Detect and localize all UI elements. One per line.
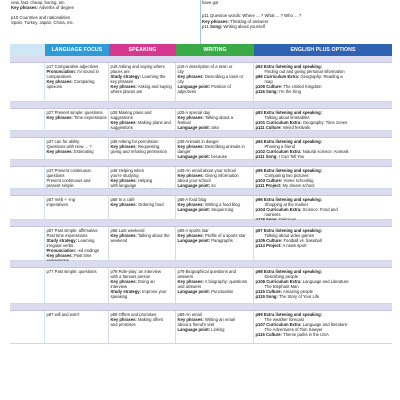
previous-unit-left-column [10,0,201,44]
writing-cell [176,268,254,303]
label-text: Culture: [265,332,283,338]
header-language-focus: LANGUAGE FOCUS [45,44,109,56]
cell-line: adjectives [177,89,197,95]
speaking-cell [109,109,176,130]
label-text: Study strategy: [46,238,77,244]
speaking-cell [109,63,176,101]
cell-line [256,294,391,299]
label-text: Key phrases: [110,233,137,239]
speaking-cell [109,167,176,188]
label-text: Key phrases: [110,279,137,285]
cell-line: The Adventures of Tom Sawyer [264,327,323,333]
writing-cell [176,311,254,343]
page-number: p111 [255,183,266,189]
unit-divider-band [10,56,392,63]
label-text: Curriculum Extra: [263,74,300,80]
cell-line: The Elephant Man [264,284,299,290]
cell-line: p79 Biographical questions and [177,269,236,274]
cell-line: giving and refusing permission [110,149,168,155]
label-text: Key phrases: [110,144,137,150]
label-text: Curriculum Extra: [266,207,302,213]
label-text: Extra listening and speaking: [263,269,323,274]
page-number: p101 [255,120,267,126]
cell-line: Key phrases: Time expressions [46,115,107,121]
cell-line: Language point: so [177,183,216,189]
label-text: Language point: [177,207,211,213]
label-text: Key phrases: [46,149,73,155]
cell-line: suggestions [110,125,133,131]
text-line: new, fast, cheap, boring, etc. [11,0,66,5]
unit-cell [10,109,45,130]
label-text: Song: [265,294,278,300]
cell-line: Language point: also [177,125,219,131]
option-text: Curriculum Extra: Language and Literature: [266,279,350,285]
cell-line: Describing people [264,274,299,280]
language-focus-cell [45,268,109,303]
speaking-cell [109,311,176,343]
cell-line [256,154,391,159]
page-number: p115 [255,332,266,338]
label-text: Key phrases: [177,74,204,80]
cell-line: Comparing two pictures [264,173,309,179]
text-line: Key phrases: Thinking of answers [202,18,269,24]
cell-line: The weather forecast [264,317,304,323]
text-line: have got [202,0,219,5]
cell-line: Questions with How ... ? [46,144,92,150]
cell-line: key phrases [110,79,134,85]
cell-line: where places are [110,89,143,95]
cell-line: Key phrases: A biography: questions [177,279,248,285]
label-text: Curriculum Extra: [266,120,302,126]
page-number: p103 [255,178,267,184]
text-line: Key phrases: Adverbs of degree [11,5,75,11]
label-text: Key phrases: [46,253,73,259]
label-text: Key phrases: [177,317,204,323]
cell-line: Key phrases: Helping [110,178,153,184]
cell-line: you're studying [110,173,139,179]
label-text: Key phrases: [110,84,137,90]
table-row [10,268,392,304]
label-text: Key phrases: [110,317,137,323]
speaking-cell [109,227,176,260]
english-plus-options-cell [254,109,392,130]
cell-line: Key phrases: Past time [46,253,92,259]
option-text: Culture: Theme parks in the USA [265,332,329,338]
cell-line: answers [177,274,194,280]
table-row [10,109,392,131]
cell-line: suggestions [110,115,133,121]
cell-line: Key phrases: Profile of a sports star [177,233,246,239]
cell-line: Language point: Sequencing [177,207,234,213]
label-text: Study strategy: [110,289,141,295]
cell-line: interview [110,284,128,290]
page-number: p92 [255,64,264,69]
unit-column-header [10,44,45,56]
cell-line: p29 A special day [177,110,211,115]
cell-line: opinions [46,84,63,90]
label-text: Key phrases: [177,173,204,179]
option-text: Culture: Amazing people [265,289,314,295]
cell-line: p58 In a café [110,197,135,202]
cell-line: danger [177,149,191,155]
page-number: p93 [255,110,264,115]
header-speaking: SPEAKING [109,44,176,56]
cell-line: Language point: Position of [177,84,231,90]
unit-divider-band [10,220,392,227]
unit-cell [10,311,45,343]
cell-line: Language point: because [177,154,228,160]
label-text: Language point: [177,84,211,90]
page-number: p102 [255,149,267,155]
text-line: p11 Question words: Where ... ? What ... ? Who ... ? [202,13,302,19]
page-number: p99 [255,312,264,317]
label-text: Language point: [177,125,211,131]
cell-line: questions [46,173,65,179]
cell-line: Study strategy: Improve your [110,289,167,295]
unit-cell [10,268,45,303]
page-number: p115 [255,289,266,295]
label-text: Culture: [265,289,283,295]
page-number: p96 [255,197,264,202]
cell-line: p59 A food blog [177,197,207,202]
label-text: Extra listening and speaking: [263,110,323,115]
unit-cell [10,167,45,188]
table-row [10,311,392,344]
cell-line: Shopping at the market [264,202,308,208]
option-text: Curriculum Extra: Geography: Reading a [263,74,343,80]
cell-line: Talking about timetables [264,115,310,121]
unit-cell [10,196,45,219]
table-row [10,138,392,160]
cell-line: p88 Offers and promises [110,312,157,317]
label-text: Key phrases: [11,5,38,11]
cell-line: Present continuous and [46,178,91,184]
cell-line: Finding out and giving personal information [264,69,345,75]
english-plus-options-cell [254,196,392,219]
label-text: Key phrases: [46,79,73,85]
writing-cell [176,138,254,159]
label-text: Key phrases: [177,144,204,150]
label-text: Song: [265,154,278,160]
cell-line [256,332,391,337]
cell-line: comparatives [46,74,72,80]
cell-line: weekend [110,238,128,244]
text-line: p11 Song: Writing about yourself [202,24,265,30]
speaking-cell [109,138,176,159]
cell-line: about your school [177,178,211,184]
page-number: p96 [255,74,264,80]
label-text: Extra listening and speaking: [263,64,323,69]
cell-line: and promises [110,322,136,328]
cell-line: p48 Helping when [110,168,145,173]
page-number: p107 [255,322,267,328]
writing-cell [176,167,254,188]
label-text: Project: [265,243,282,249]
option-text: Song: I Can Tell You [265,154,305,160]
cell-line: imperatives [46,202,68,208]
label-text: Curriculum Extra: [266,322,302,328]
english-plus-options-cell [254,311,392,343]
option-text: Culture: The United Kingdom [266,84,322,90]
header-writing: WRITING [176,44,254,56]
cell-line: Language point: Punctuation [177,289,234,295]
label-text: Key phrases: [177,202,204,208]
english-plus-options-cell [254,227,392,260]
unit-divider-band [10,261,392,268]
label-text: Culture: [266,238,283,244]
option-text: Project: My dream school [265,183,315,189]
cell-line: Pronunciation: -ed endings [46,248,100,254]
label-text: Key phrases: [46,115,73,121]
column-header-bar [10,44,392,56]
label-text: Key phrases: [110,120,137,126]
label-text: Culture: [265,125,282,131]
language-focus-cell [45,227,109,260]
cell-line: Key phrases: Doing an [110,279,155,285]
cell-line [256,89,391,94]
label-text: Curriculum Extra: [266,279,302,285]
cell-line: Language point: Linking [177,327,225,333]
cell-line: p67 Past simple: affirmative [46,228,98,233]
english-plus-options-cell [254,63,392,101]
unit-divider-band [10,304,392,311]
cell-line: Language point: Paragraphs [177,238,233,244]
cell-line: with language [110,183,137,189]
cell-line: p27 Present simple: questions [46,110,103,115]
cell-line: city [177,69,184,75]
label-text: Language point: [177,238,211,244]
cell-line: Key phrases: Giving information [177,173,239,179]
english-plus-options-cell [254,138,392,159]
cell-line: Key phrases: Talking about a [177,115,234,121]
cell-line: Key phrases: Making plans and [110,120,171,126]
unit-cell [10,138,45,159]
cell-line: p69 A sports star [177,228,209,233]
page-number: p104 [255,207,267,213]
label-text: Language point: [177,154,211,160]
cell-line: and answers [177,284,202,290]
label-text: Key phrases: [110,202,137,208]
language-focus-cell [45,311,109,343]
option-text: Song: I'm the King [265,89,302,95]
header-english-plus-options: ENGLISH PLUS OPTIONS [254,44,392,56]
unit-divider-band [10,189,392,196]
page-number: p98 [255,269,264,274]
table-row [10,227,392,261]
cell-line: Pronunciation: /ǝ/ sound in [46,69,99,75]
cell-line: p47 Present continuous: [46,168,92,173]
english-plus-options-cell [254,268,392,303]
unit-cell [10,227,45,260]
writing-cell [176,63,254,101]
label-text: Extra listening and speaking: [263,312,323,317]
cell-line: irregular verbs [46,243,74,249]
label-text: Key phrases: [202,18,229,24]
page-number: p106 [255,279,267,285]
unit-divider-band [10,160,392,167]
language-focus-cell [45,63,109,101]
cell-line: p39 Animals in danger [177,139,219,144]
language-focus-cell [45,109,109,130]
cell-line: Study strategy: Learning the [110,74,166,80]
label-text: Extra listening and speaking: [263,168,323,173]
label-text: Extra listening and speaking: [263,139,323,144]
speaking-cell [109,268,176,303]
cell-line: p57 Verb + -ing [46,197,76,202]
table-row [10,63,392,102]
option-text: Project: A news sport [265,243,307,249]
label-text: Language point: [177,327,211,333]
writing-cell [176,109,254,130]
cell-line: p38 Asking for permission [110,139,159,144]
cell-line: Talking about video games [264,233,315,239]
cell-line: Study strategy: Learning [46,238,95,244]
page-number: p119 [255,294,266,300]
cell-line: p77 Past simple: questions [46,269,97,274]
text-line: Spain, Turkey, Japan, China, etc. [11,20,74,26]
previous-unit-right-column [201,0,391,30]
page-number: p105 [255,238,267,244]
cell-line: festival [177,120,191,126]
label-text: Curriculum Extra: [266,149,302,155]
label-text: Pronunciation: [46,69,77,75]
label-text: Extra listening and speaking: [263,197,323,202]
unit-divider-band [10,102,392,109]
cell-line: Key phrases: Talking about the [110,233,170,239]
cell-line: nutrients [264,212,281,218]
cell-line: Key phrases: Comparing [46,79,95,85]
option-text: Culture: Football vs. baseball [266,238,322,244]
cell-line: Key phrases: Estimating [46,149,94,155]
page-number: p111 [255,125,266,131]
cell-line: city [177,79,184,85]
label-text: Language point: [177,289,211,295]
cell-line: p87 will and won't [46,312,80,317]
option-text: Curriculum Extra: Language and literature: [266,322,349,328]
syllabus-table [10,56,392,344]
table-row [10,167,392,189]
previous-unit-rows [10,0,392,44]
unit-divider-band [10,131,392,138]
cell-line [256,243,391,248]
cell-line [256,183,391,188]
cell-line: p28 Making plans and [110,110,152,115]
cell-line: p89 An email [177,312,202,317]
cell-line: map [264,79,273,85]
language-focus-cell [45,138,109,159]
label-text: Culture: [266,178,283,184]
cell-line: Key phrases: Making offers [110,317,164,323]
cell-line: speaking [110,294,128,300]
label-text: Song: [265,89,278,95]
page-number: p116 [255,89,266,95]
english-plus-options-cell [254,167,392,188]
cell-line: p17 Comparative adjectives [46,64,99,69]
option-text: Curriculum Extra: Science: Food and [266,207,338,213]
option-text: Culture: Weird festivals [265,125,311,131]
cell-line: present simple [46,183,74,189]
label-text: Language point: [177,183,211,189]
page-number: p100 [255,84,267,90]
language-focus-cell [45,196,109,219]
label-text: Key phrases: [177,233,204,239]
label-text: Key phrases: [110,178,137,184]
table-row [10,196,392,220]
label-text: Key phrases: [177,279,204,285]
label-text: Key phrases: [177,115,204,121]
option-text: Curriculum Extra: Natural science: Animals [266,149,349,155]
cell-line: Key phrases: Asking and saying [110,84,172,90]
language-focus-cell [45,167,109,188]
option-text: Curriculum Extra: Geography: Time zones [266,120,348,126]
writing-cell [176,196,254,219]
cell-line: Key phrases: Writing a food blog [177,202,240,208]
page-number: p114 [255,243,266,249]
cell-line: Key phrases: Writing an email [177,317,235,323]
cell-line: p18 Asking and saying where [110,64,165,69]
cell-line: Key phrases: Describing animals in [177,144,245,150]
page-number: p94 [255,139,264,144]
cell-line: Past time expressions [46,233,88,239]
unit-cell [10,63,45,101]
label-text: Pronunciation: [46,248,77,254]
page-number: p95 [255,168,264,173]
option-text: Song: The Story of Your Life [265,294,320,300]
cell-line: Key phrases: Ordering food [110,202,164,208]
label-text: Study strategy: [110,74,141,80]
cell-line: p78 Role-play: an interview [110,269,162,274]
label-text: Song: [210,24,223,30]
cell-line: places are [110,69,130,75]
page-number: p111 [255,154,266,160]
option-text: Culture: Home schooling [266,178,314,184]
label-text: Extra listening and speaking: [263,228,323,233]
page-number: p97 [255,228,264,233]
cell-line: Phoning a friend [264,144,295,150]
cell-line: p49 An email about your school [177,168,236,173]
label-text: Culture: [266,84,283,90]
cell-line: about a friend's visit [177,322,215,328]
speaking-cell [109,196,176,219]
cell-line: Key phrases: Requesting, [110,144,161,150]
cell-line: p19 A description of a town or [177,64,233,69]
cell-line: with a famous person [110,274,151,280]
label-text: Project: [265,183,282,189]
writing-cell [176,227,254,260]
cell-line: p68 Last weekend [110,228,145,233]
cell-line: p37 can for ability [46,139,80,144]
text-line: p10 Countries and nationalities [11,14,71,20]
cell-line: Key phrases: Describing a town or [177,74,244,80]
